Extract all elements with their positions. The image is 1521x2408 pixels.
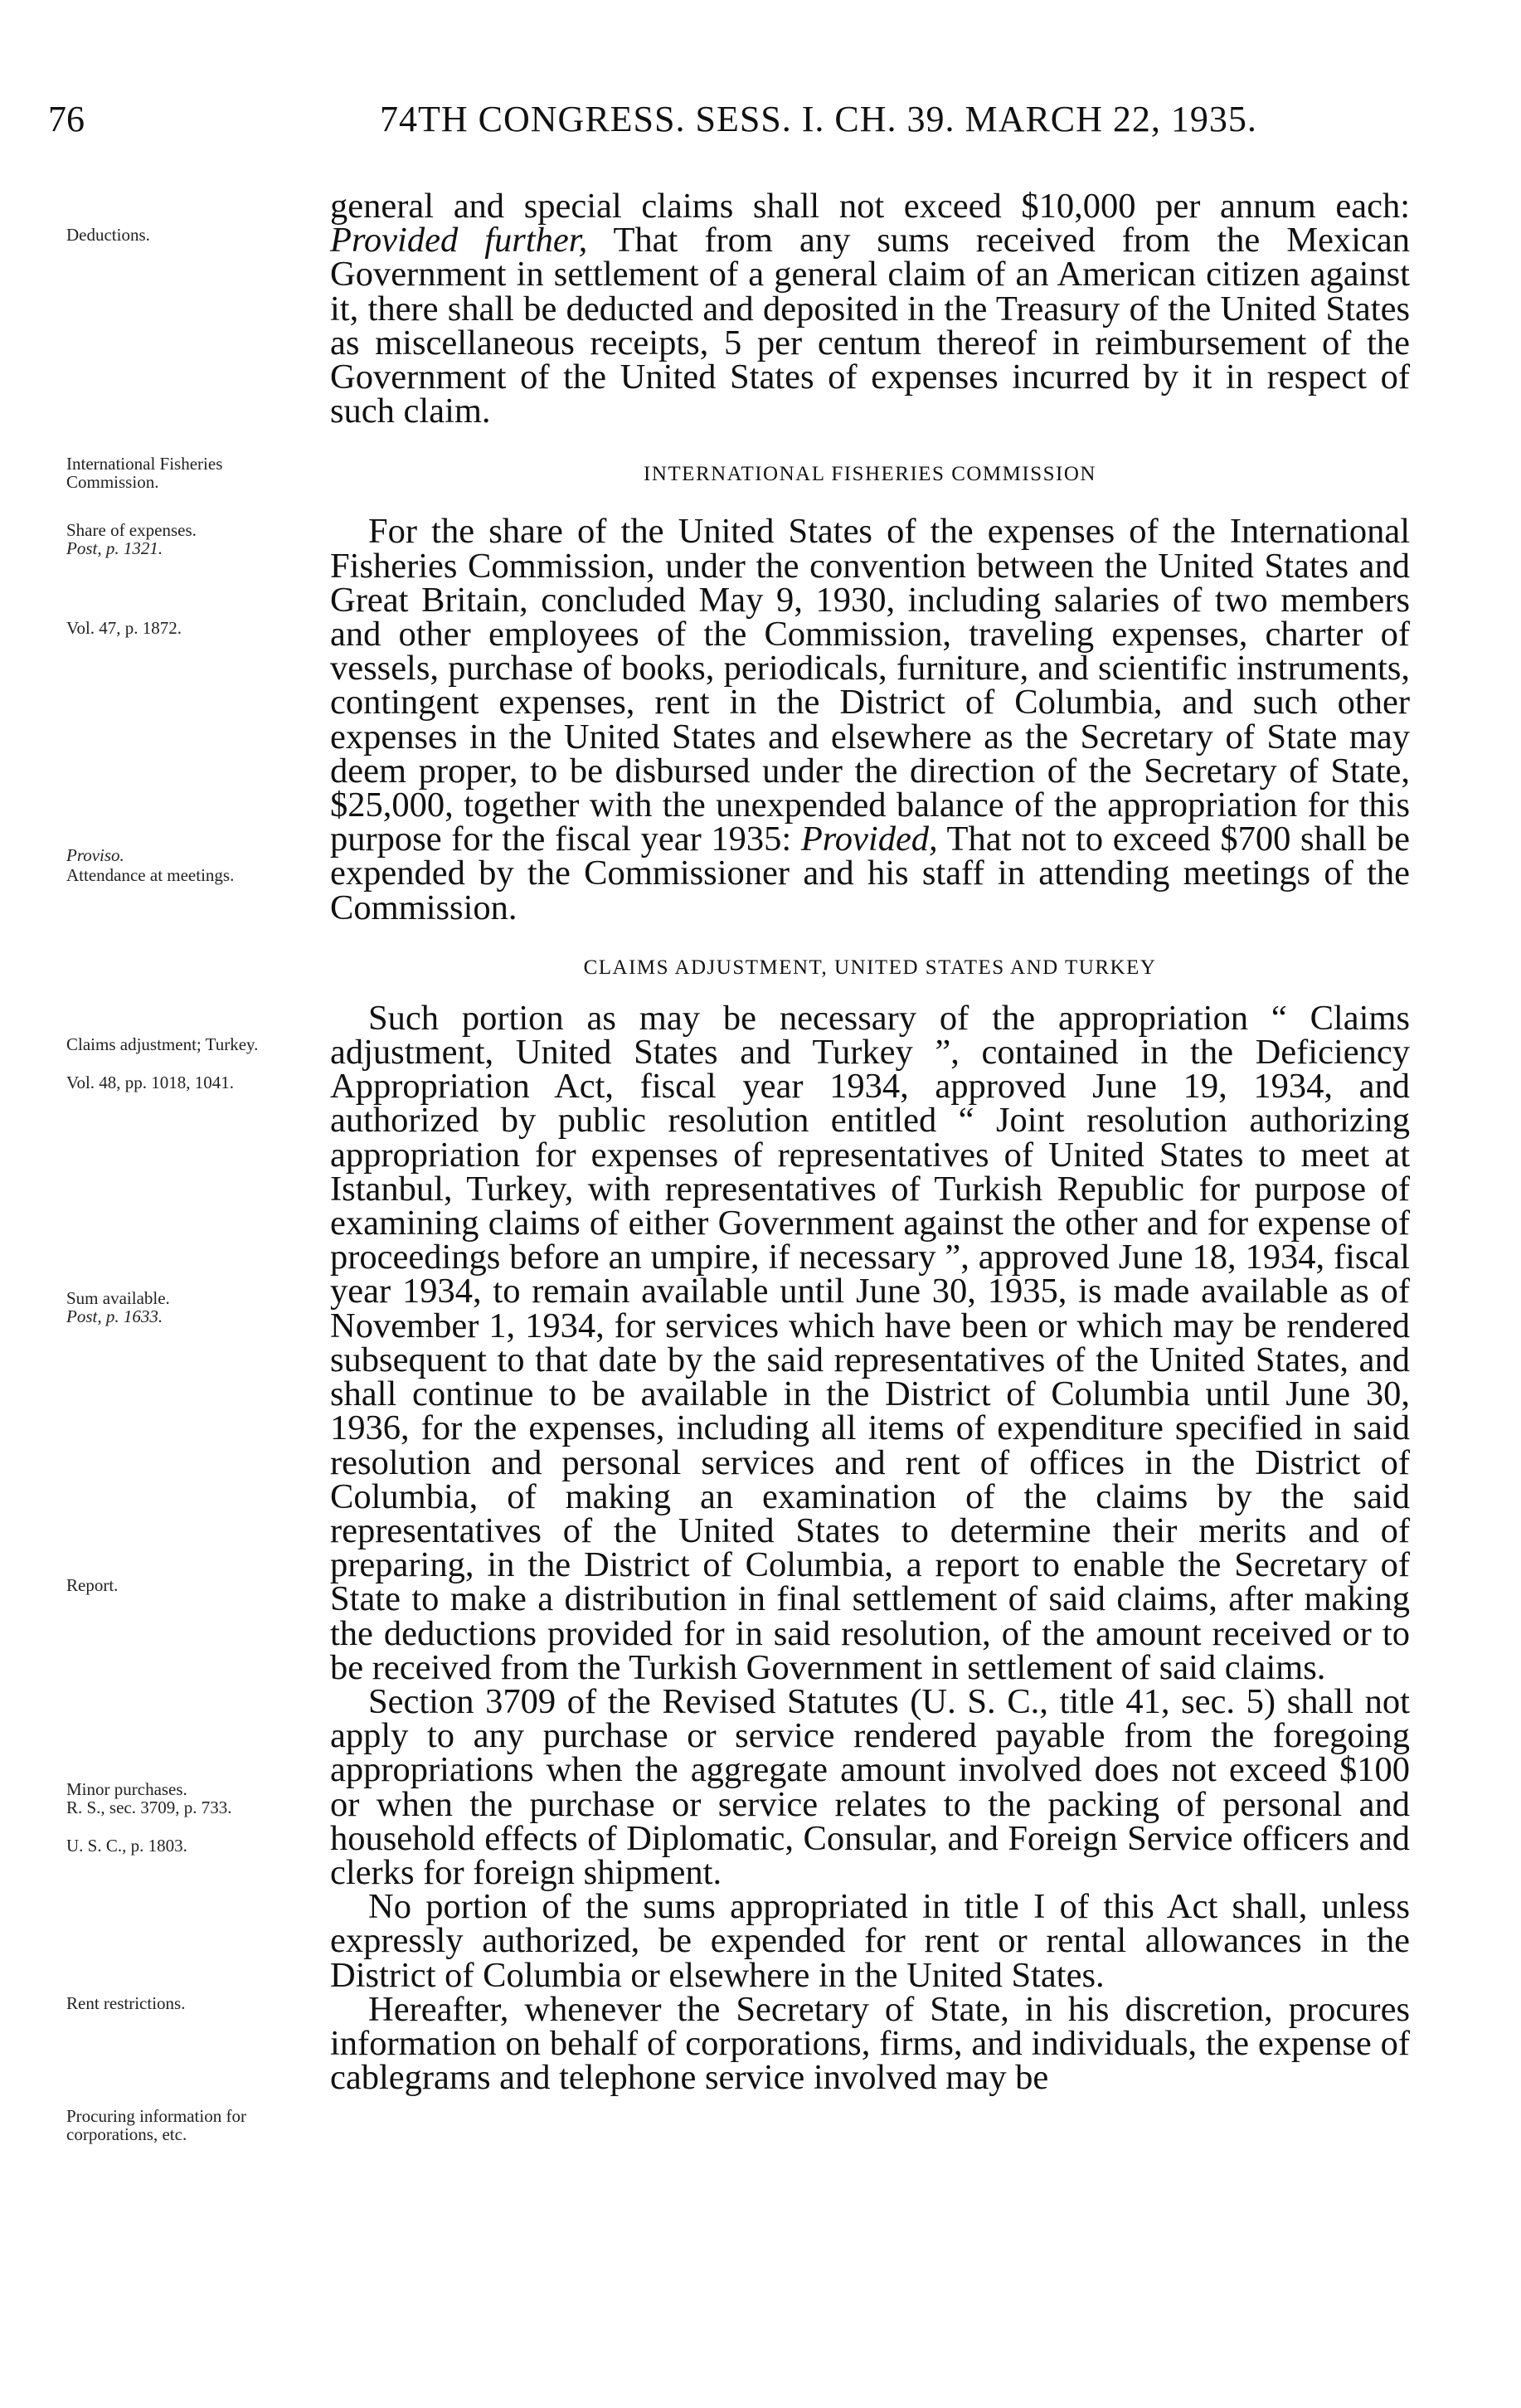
margin-note-report: Report.	[66, 1575, 119, 1595]
section-heading-fisheries: INTERNATIONAL FISHERIES COMMISSION	[644, 463, 1096, 486]
margin-note-fisheries: International Fisheries Commission.	[66, 454, 223, 492]
text-run: That not to exceed $700 shall be expended by the Commissioner and his staff in attending meetings of the Commission.	[330, 820, 1410, 927]
paragraph-deductions	[330, 187, 1410, 431]
page-header	[48, 98, 1425, 156]
margin-note-rs-ref: R. S., sec. 3709, p. 733.	[66, 1797, 232, 1817]
paragraph-procuring-information: Hereafter, whenever the Secretary of State, in his discretion, procures information on behalf of corporations, firms, and individuals, the expense of cablegrams and telephone service involved may be	[330, 1989, 1410, 2098]
proviso-italic: Provided further,	[330, 221, 588, 260]
margin-note-rent: Rent restrictions.	[66, 1993, 186, 2013]
page-number: 76	[48, 99, 85, 139]
margin-note-attendance: Attendance at meetings.	[66, 865, 235, 885]
margin-note-deductions: Deductions.	[66, 225, 150, 245]
paragraph-minor-purchases: Section 3709 of the Revised Statutes (U. S. C., title 41, sec. 5) shall not apply to any purchase or service rendered payable from the foregoing appropriations when the aggregate amount involved does not exceed $100 or when the purchase or service relates to the packing of personal and household effects of Diplomatic, Consular, and Foreign Service officers and clerks for foreign shipment.	[330, 1681, 1410, 1892]
running-head: 74TH CONGRESS. SESS. I. CH. 39. MARCH 22, 1935.	[380, 99, 1257, 139]
paragraph-rent-restrictions: No portion of the sums appropriated in title I of this Act shall, unless expressly authorized, be expended for rent or rental allowances in the District of Columbia or elsewhere in the United States.	[330, 1887, 1410, 1995]
margin-note-proviso: Proviso.	[66, 845, 124, 865]
paragraph-fisheries	[330, 512, 1410, 927]
text-run: For the share of the United States of the expenses of the International Fisheries Commission, under the convention between the United States and Great Britain, concluded May 9, 1930, including salaries of two members and other employees of the Commission, traveling expenses, charter of vessels, purchase of books, periodicals, furniture, and scientific instruments, contingent expenses, rent in the District of Columbia, and such other expenses in the United States and elsewhere as the Secretary of State may deem proper, to be disbursed under the direction of the Secretary of State, $25,000, together with the unexpended balance of the appropriation for this purpose for the fiscal year 1935:	[330, 512, 1410, 859]
section-heading-claims: CLAIMS ADJUSTMENT, UNITED STATES AND TURKEY	[583, 956, 1157, 979]
text-run: That from any sums received from the Mexican Government in settlement of a general claim of an American citizen against it, there shall be deducted and deposited in the Treasury of the United States as miscellaneous receipts, 5 per centum thereof in reimbursement of the Government of the United States of expenses incurred by it in respect of such claim.	[330, 221, 1410, 431]
margin-note-usc-ref: U. S. C., p. 1803.	[66, 1836, 187, 1856]
text-run: general and special claims shall not exceed $10,000 per annum each:	[330, 187, 1410, 226]
margin-note-sum: Sum available.	[66, 1288, 170, 1308]
margin-note-claims: Claims adjustment; Turkey.	[66, 1034, 259, 1054]
paragraph-claims: Such portion as may be necessary of the appropriation “ Claims adjustment, United States and Turkey ”, contained in the Deficiency Appropriation Act, fiscal year 1934, approved June 19, 1934, and authorized by public resolution entitled “ Joint resolution authorizing appropriation for expenses of representatives of United States to meet at Istanbul, Turkey, with representatives of Turkish Republic for purpose of examining claims of either Government against the other and for expense of proceedings before an umpire, if necessary ”, approved June 18, 1934, fiscal year 1934, to remain available until June 30, 1935, is made available as of November 1, 1934, for services which have been or which may be rendered subsequent to that date by the said representatives of the United States, and shall continue to be available in the District of Columbia until June 30, 1936, for the expenses, including all items of expenditure specified in said resolution and personal services and rent of offices in the District of Columbia, of making an examination of the claims by the said representatives of the United States to determine their merits and of preparing, in the District of Columbia, a report to enable the Secretary of State to make a distribution in final settlement of said claims, after making the deductions provided for in said resolution, of the amount received or to be received from the Turkish Government in settlement of said claims.	[330, 998, 1410, 1687]
proviso-italic: Provided,	[800, 820, 938, 859]
margin-note-sum-ref: Post, p. 1633.	[66, 1306, 163, 1326]
margin-note-vol48: Vol. 48, pp. 1018, 1041.	[66, 1073, 235, 1092]
margin-note-share: Share of expenses.	[66, 520, 197, 540]
margin-note-vol47: Vol. 47, p. 1872.	[66, 618, 182, 638]
margin-note-procuring: Procuring information for corporations, etc.	[66, 2106, 246, 2144]
body-text	[330, 187, 1410, 2098]
margin-note-minor: Minor purchases.	[66, 1779, 187, 1799]
margin-note-share-ref: Post, p. 1321.	[66, 538, 163, 558]
